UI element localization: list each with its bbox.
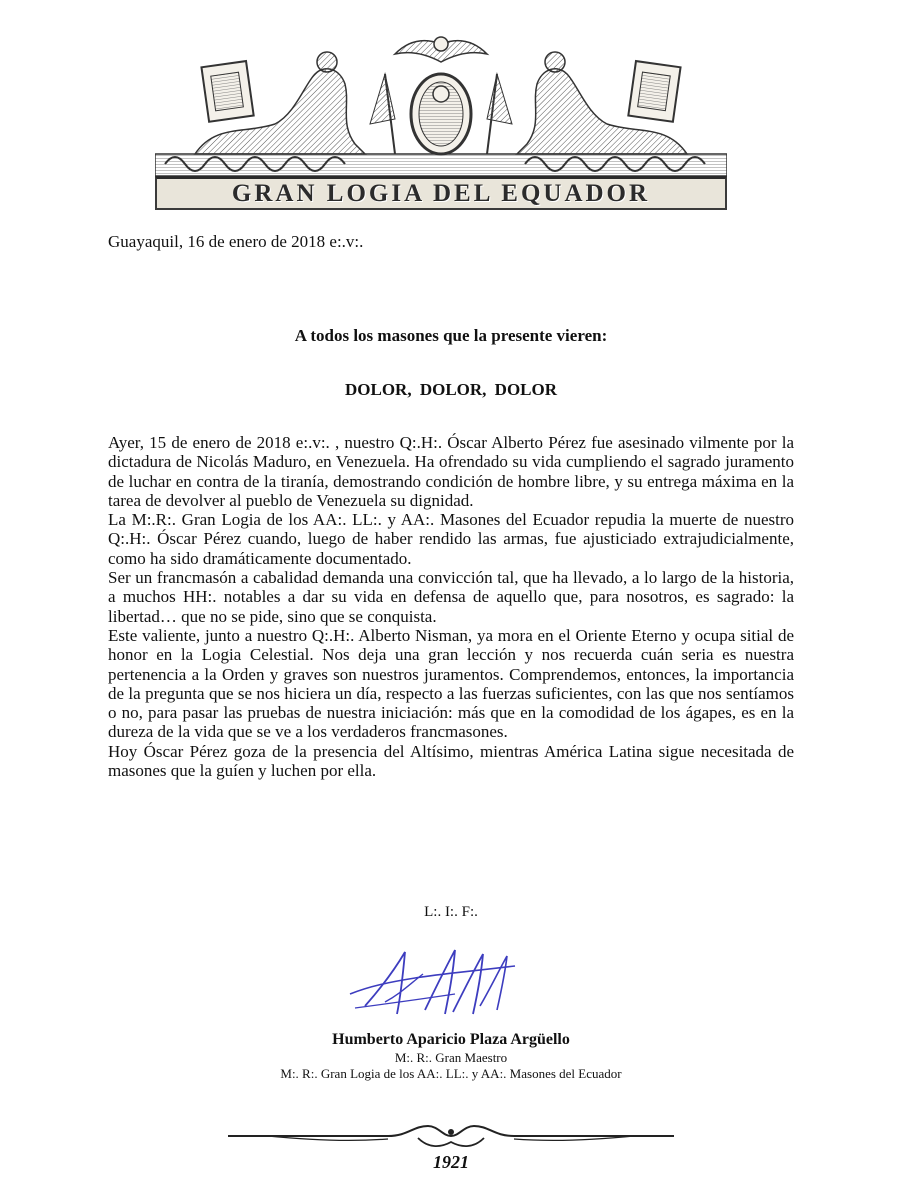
footer-year: 1921 [433,1152,469,1172]
salutation: A todos los masones que la presente vieren: [294,326,608,345]
body-paragraph: La M:.R:. Gran Logia de los AA:. LL:. y AA:. Masones del Ecuador repudia la muerte de nuestro Q:.H:. Óscar Pérez cuando, luego de haber rendido las armas, fue ajusticiado extrajudicialmente, como ha sido dramáticamente documentado. [108,510,794,568]
organization-name: GRAN LOGIA DEL EQUADOR [231,179,651,207]
signer-organization: M:. R:. Gran Logia de los AA:. LL:. y AA:. Masones del Ecuador [280,1066,622,1081]
right-allegorical-figure [517,52,687,154]
date-line: Guayaquil, 16 de enero de 2018 e:.v:. [108,232,364,251]
signer-title: M:. R:. Gran Maestro [394,1050,508,1065]
closing-salutation: L:. I:. F:. [424,904,478,920]
body-paragraph: Este valiente, junto a nuestro Q:.H:. Alberto Nisman, ya mora en el Oriente Eterno y ocupa sitial de honor en la Logia Celestial. Nos deja una gran lección y nos recuerda cuán seria es nuestra pertenencia a la Orden y graves son nuestros juramentos. Comprendemos, entonces, la importancia de la pregunta que se nos hiciera un día, respecto a las fuerzas suficientes, con las que nos sentíamos o no, para pasar las pruebas de nuestra iniciación: más que en la comodidad de los ágapes, es en la dureza de la vida que se ve a los verdaderos francmasones. [108,625,794,742]
body-paragraph: Hoy Óscar Pérez goza de la presencia del Altísimo, mientras América Latina sigue necesitada de masones que la guíen y luchen por ella. [108,741,794,781]
headline: DOLOR, DOLOR, DOLOR [344,380,558,399]
decorative-flourish [228,1118,674,1156]
organization-banner [155,176,727,210]
signer-name: Humberto Aparicio Plaza Argüello [332,1031,570,1048]
left-allegorical-figure [195,52,365,154]
body-paragraph: Ser un francmasón a cabalidad demanda una convicción tal, que ha llevado, a lo largo de la historia, a muchos HH:. notables a dar su vida en defensa de aquello que, para nosotros, es sagrado: la libertad… que no se pide, sino que se conquista. [108,568,794,626]
body-paragraph: Ayer, 15 de enero de 2018 e:.v:. , nuestro Q:.H:. Óscar Alberto Pérez fue asesinado vilmente por la dictadura de Nicolás Maduro, en Venezuela. Ha ofrendado su vida cumpliendo el sagrado juramento de luchar en contra de la tiranía, demostrando condición de hombre libre, y su entrega máxima en la tarea de devolver al pueblo de Venezuela su dignidad. [108,433,794,510]
handwritten-signature [345,944,525,1016]
coat-of-arms [370,37,512,154]
letter-body [108,433,794,780]
